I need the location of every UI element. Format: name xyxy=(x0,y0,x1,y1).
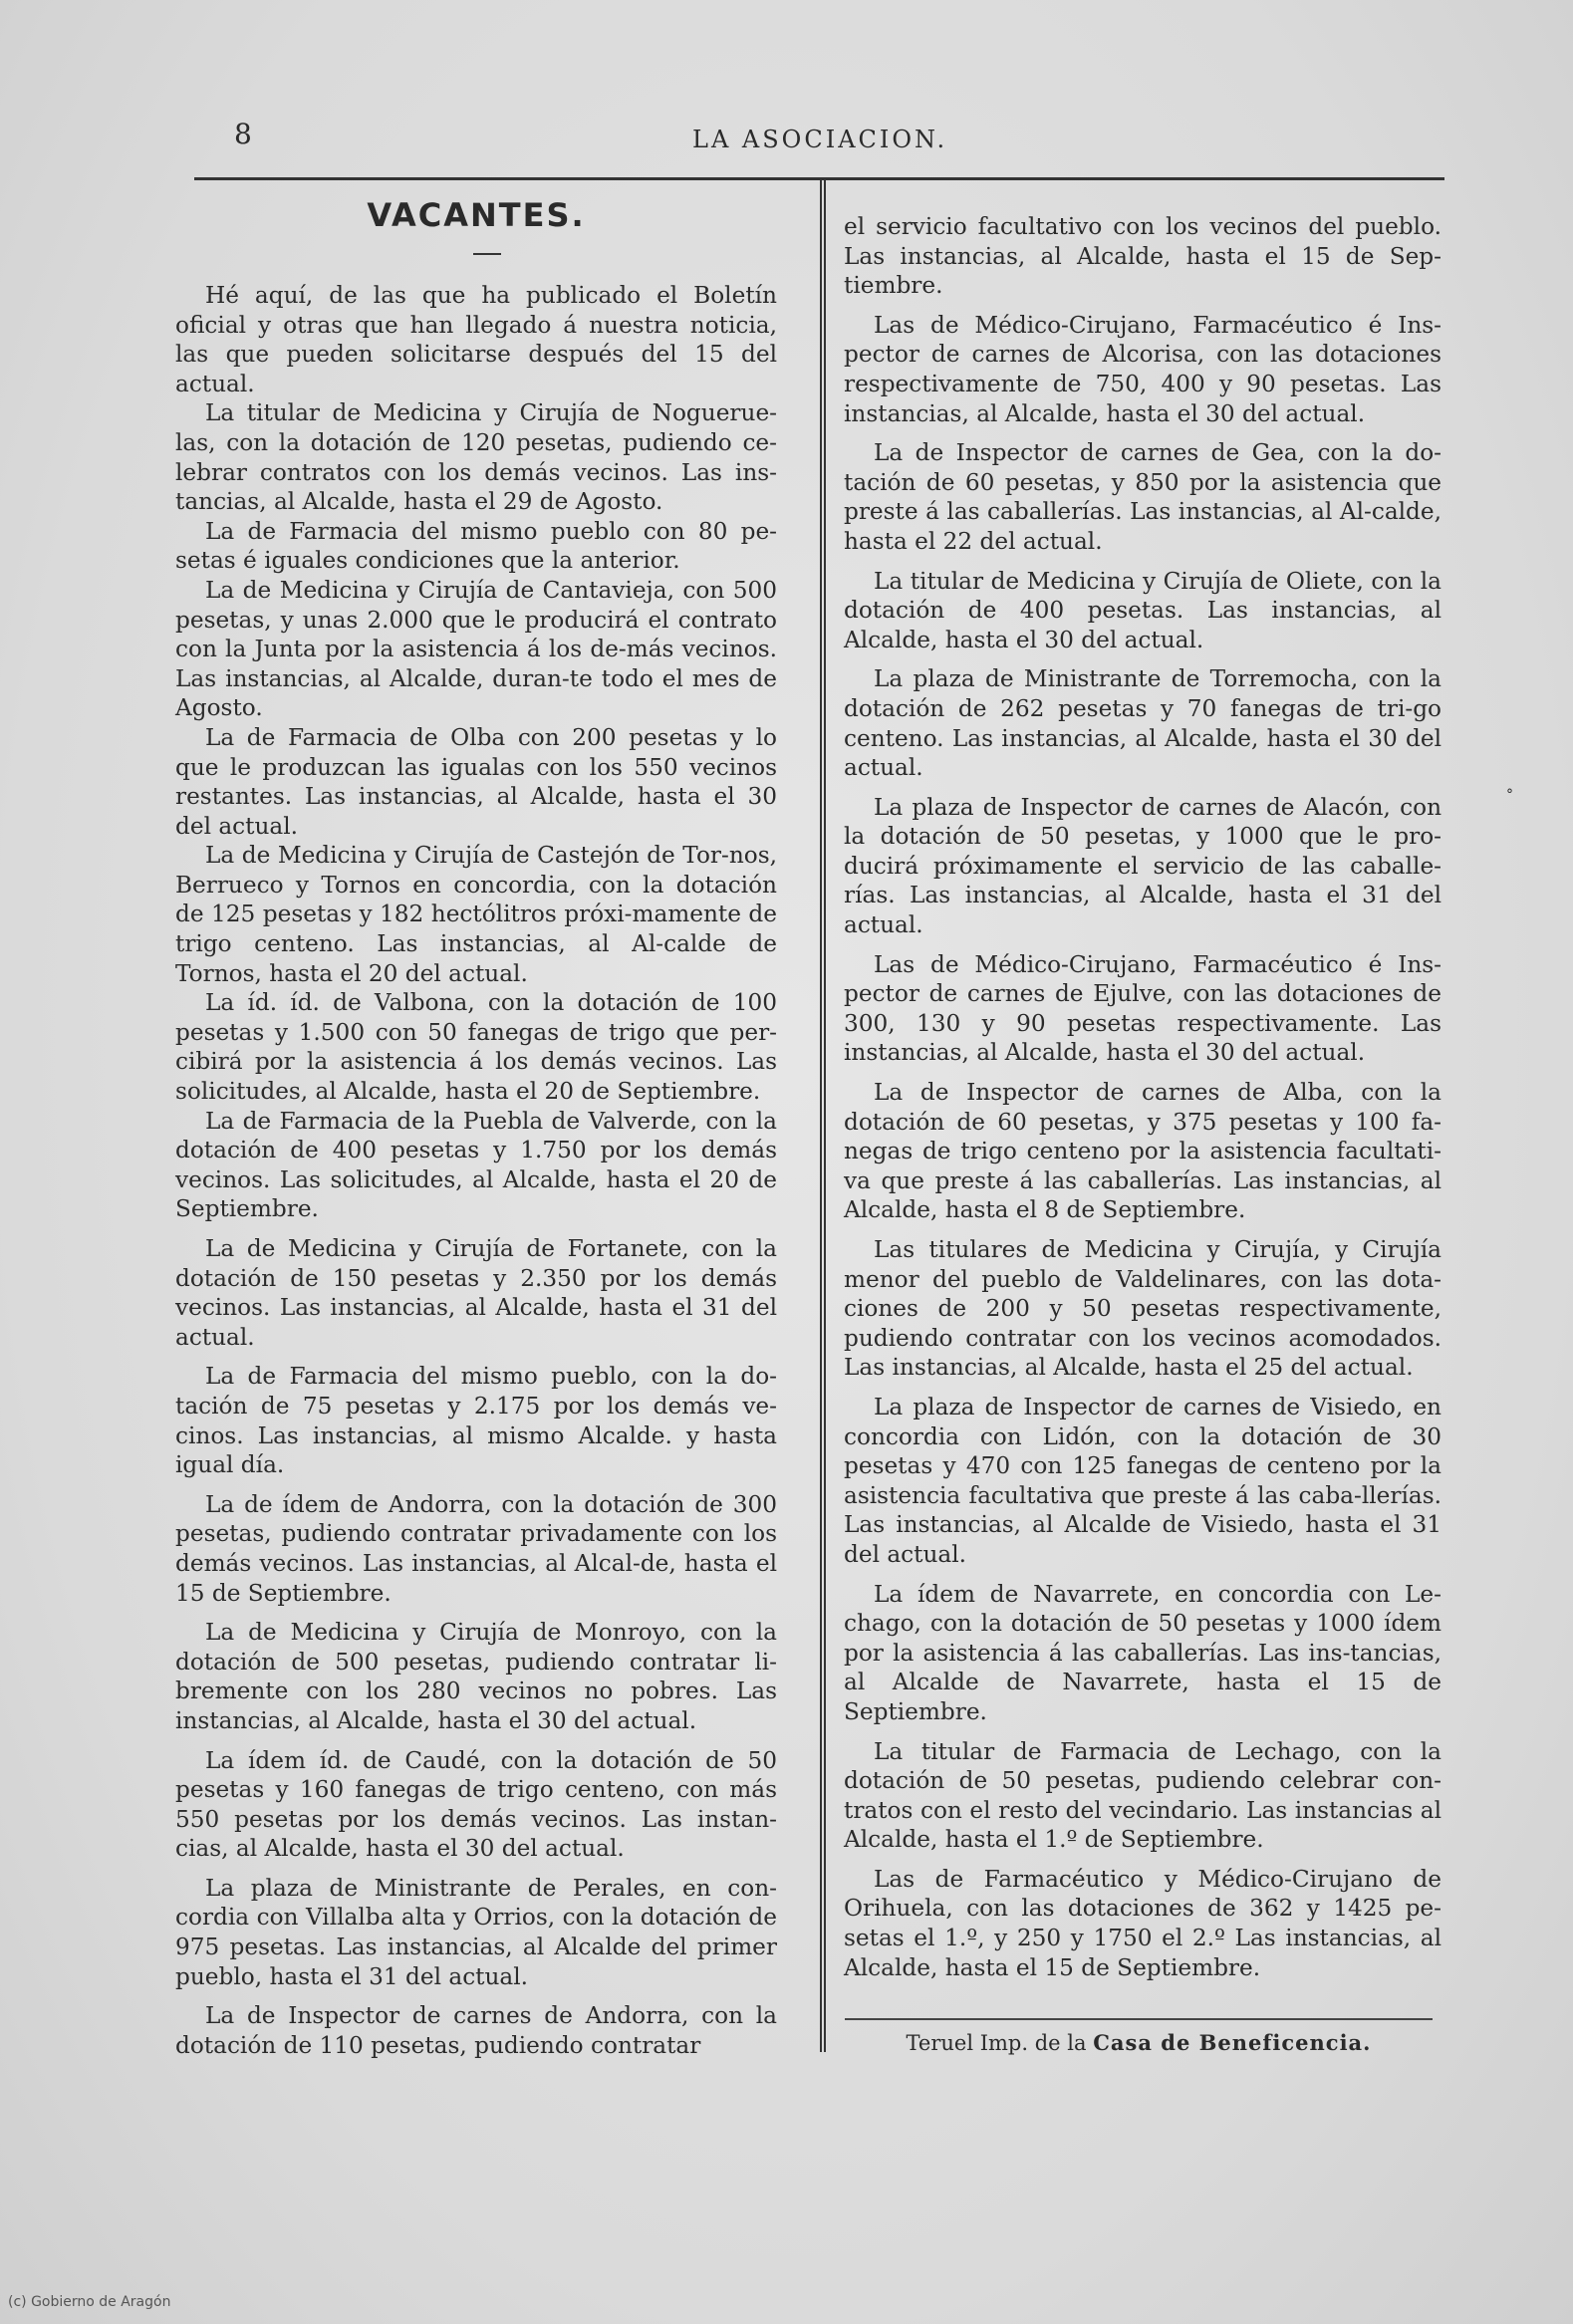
paragraph: La de Farmacia del mismo pueblo con 80 pe-setas é iguales condiciones que la anterior. xyxy=(175,517,777,575)
paragraph: Hé aquí, de las que ha publicado el Boletín oficial y otras que han llegado á nuestra noticia, las que pueden solicitarse después del 15 del actual. xyxy=(175,282,777,397)
paragraph: La de Farmacia del mismo pueblo, con la do-tación de 75 pesetas y 2.175 por los demás ve-cinos. Las instancias, al mismo Alcalde. y hasta igual día. xyxy=(175,1363,777,1479)
paragraph: La de ídem de Andorra, con la dotación de 300 pesetas, pudiendo contratar privadamente con los demás vecinos. Las instancias, al Alcal-de, hasta el 15 de Septiembre. xyxy=(175,1490,777,1607)
paragraph: La titular de Medicina y Cirujía de Oliete, con la dotación de 400 pesetas. Las instancias, al Alcalde, hasta el 30 del actual. xyxy=(844,567,1442,653)
footer-credit: (c) Gobierno de Aragón xyxy=(8,2294,171,2310)
paragraph: La de Medicina y Cirujía de Cantavieja, con 500 pesetas, y unas 2.000 que le producirá el contrato con la Junta por la asistencia á los de-más vecinos. Las instancias, al Alcalde, duran-te todo el mes de Agosto. xyxy=(175,576,777,722)
imprint-name: Casa de Beneficencia. xyxy=(1093,2030,1372,2055)
paragraph: La de Inspector de carnes de Alba, con la dotación de 60 pesetas, y 375 pesetas y 100 fa-negas de trigo centeno por la asistencia facultati-va que preste á las caballerías. Las instancias, al Alcalde, hasta el 8 de Septiembre. xyxy=(844,1079,1442,1224)
paragraph: La plaza de Ministrante de Perales, en con-cordia con Villalba alta y Orrios, con la dotación de 975 pesetas. Las instancias, al Alcalde del primer pueblo, hasta el 31 del actual. xyxy=(175,1874,777,1990)
paragraph: La de Medicina y Cirujía de Castejón de Tor-nos, Berrueco y Tornos en concordia, con la dotación de 125 pesetas y 182 hectólitros próxi-mamente de trigo centeno. Las instancias, al Al-calde de Tornos, hasta el 20 del actual. xyxy=(175,842,777,987)
paragraph: La titular de Farmacia de Lechago, con la dotación de 50 pesetas, pudiendo celebrar con-tratos con el resto del vecindario. Las instancias al Alcalde, hasta el 1.º de Septiembre. xyxy=(844,1737,1442,1854)
paragraph: La titular de Medicina y Cirujía de Noguerue-las, con la dotación de 120 pesetas, pudiendo ce-lebrar contratos con los demás vecinos. Las ins-tancias, al Alcalde, hasta el 29 de Agosto. xyxy=(175,399,777,516)
paragraph: La de Farmacia de la Puebla de Valverde, con la dotación de 400 pesetas y 1.750 por los demás vecinos. Las solicitudes, al Alcalde, hasta el 20 de Septiembre. xyxy=(175,1107,777,1223)
paragraph: La de Medicina y Cirujía de Fortanete, con la dotación de 150 pesetas y 2.350 por los demás vecinos. Las instancias, al Alcalde, hasta el 31 del actual. xyxy=(175,1235,777,1351)
imprint-prefix: Teruel Imp. de la xyxy=(906,2031,1087,2055)
paragraph: La de Medicina y Cirujía de Monroyo, con la dotación de 500 pesetas, pudiendo contratar li-bremente con los 280 vecinos no pobres. Las instancias, al Alcalde, hasta el 30 del actual. xyxy=(175,1619,777,1734)
paragraph: La íd. íd. de Valbona, con la dotación de 100 pesetas y 1.500 con 50 fanegas de trigo que per-cibirá por la asistencia á los demás vecinos. Las solicitudes, al Alcalde, hasta el 20 de Septiembre. xyxy=(175,989,777,1106)
paragraph: Las de Médico-Cirujano, Farmacéutico é Ins-pector de carnes de Alcorisa, con las dotaciones respectivamente de 750, 400 y 90 pesetas. Las instancias, al Alcalde, hasta el 30 del actual. xyxy=(844,311,1442,427)
column-divider xyxy=(820,179,826,2052)
paragraph: el servicio facultativo con los vecinos del pueblo. Las instancias, al Alcalde, hasta el 15 de Sep-tiembre. xyxy=(844,213,1442,300)
paragraph: La ídem íd. de Caudé, con la dotación de 50 pesetas y 160 fanegas de trigo centeno, con más 550 pesetas por los demás vecinos. Las instan-cias, al Alcalde, hasta el 30 del actual. xyxy=(175,1746,777,1863)
imprint-rule xyxy=(845,2018,1433,2020)
paragraph: La plaza de Inspector de carnes de Visiedo, en concordia con Lidón, con la dotación de 30 pesetas y 470 con 125 fanegas de centeno por la asistencia facultativa que preste á las caba-llerías. Las instancias, al Alcalde de Visiedo, hasta el 31 del actual. xyxy=(844,1393,1442,1568)
section-title: VACANTES. xyxy=(367,196,586,234)
paragraph: La de Inspector de carnes de Andorra, con la dotación de 110 pesetas, pudiendo contratar xyxy=(175,2002,777,2059)
right-column xyxy=(844,212,1442,1982)
paragraph: La plaza de Inspector de carnes de Alacón, con la dotación de 50 pesetas, y 1000 que le pro-ducirá próximamente el servicio de las caballe-rías. Las instancias, al Alcalde, hasta el 31 del actual. xyxy=(844,793,1442,939)
page-number: 8 xyxy=(234,118,252,150)
running-title: LA ASOCIACION. xyxy=(692,126,948,153)
paragraph: Las de Farmacéutico y Médico-Cirujano de Orihuela, con las dotaciones de 362 y 1425 pe-setas el 1.º, y 250 y 1750 el 2.º Las instancias, al Alcalde, hasta el 15 de Septiembre. xyxy=(844,1865,1442,1981)
paragraph: La ídem de Navarrete, en concordia con Le-chago, con la dotación de 50 pesetas y 1000 ídem por la asistencia á las caballerías. Las ins-tancias, al Alcalde de Navarrete, hasta el 15 de Septiembre. xyxy=(844,1580,1442,1725)
page-header xyxy=(194,118,1444,157)
paragraph: La de Inspector de carnes de Gea, con la do-tación de 60 pesetas, y 850 por la asistencia que preste á las caballerías. Las instancias, al Al-calde, hasta el 22 del actual. xyxy=(844,439,1442,555)
margin-mark: ° xyxy=(1506,787,1513,803)
paragraph: La de Farmacia de Olba con 200 pesetas y lo que le produzcan las igualas con los 550 vecinos restantes. Las instancias, al Alcalde, hasta el 30 del actual. xyxy=(175,723,777,840)
left-column xyxy=(175,281,777,2060)
paragraph: Las de Médico-Cirujano, Farmacéutico é Ins-pector de carnes de Ejulve, con las dotaciones de 300, 130 y 90 pesetas respectivamente. Las instancias, al Alcalde, hasta el 30 del actual. xyxy=(844,950,1442,1067)
paragraph: Las titulares de Medicina y Cirujía, y Cirujía menor del pueblo de Valdelinares, con las dota-ciones de 200 y 50 pesetas respectivamente, pudiendo contratar con los vecinos acomodados. Las instancias, al Alcalde, hasta el 25 del actual. xyxy=(844,1236,1442,1382)
paragraph: La plaza de Ministrante de Torremocha, con la dotación de 262 pesetas y 70 fanegas de tri-go centeno. Las instancias, al Alcalde, hasta el 30 del actual. xyxy=(844,665,1442,782)
printer-imprint xyxy=(845,2030,1433,2055)
title-dash xyxy=(473,253,501,255)
